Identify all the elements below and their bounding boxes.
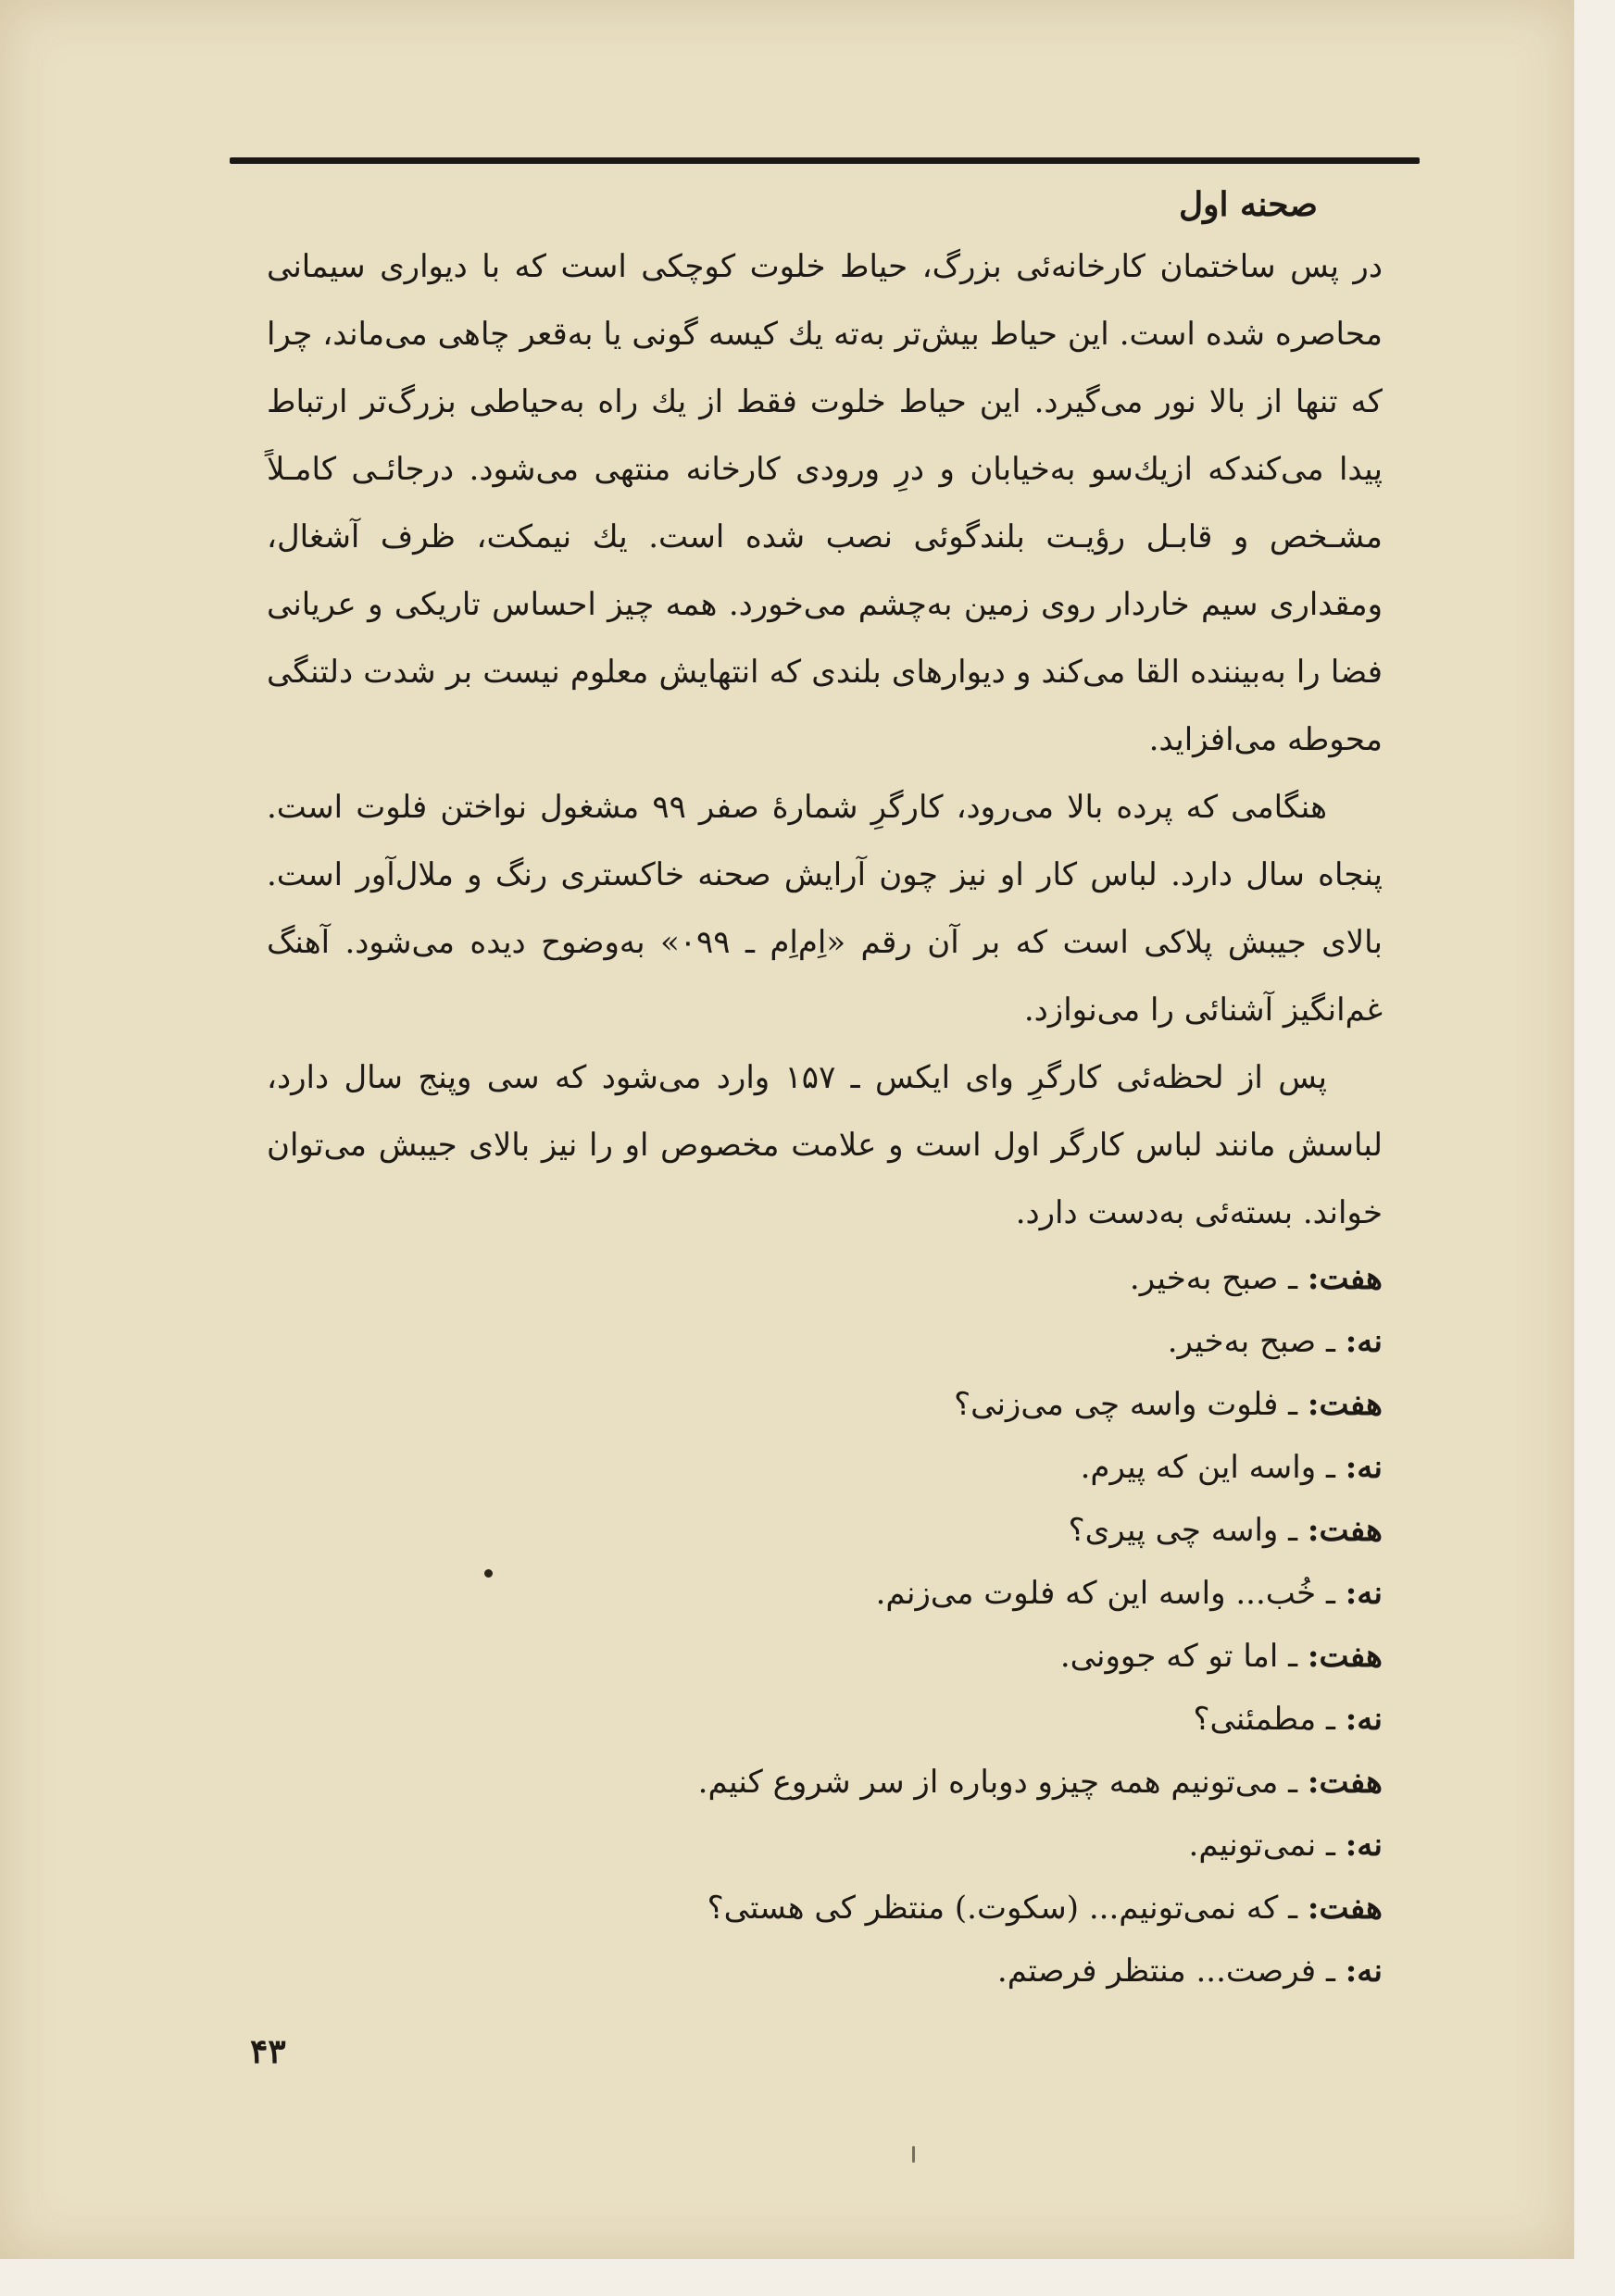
dialogue-line [267, 1814, 1383, 1877]
dialogue-text: ـ که نمی‌تونیم... (سکوت.) منتظر کی هستی؟ [707, 1890, 1298, 1927]
dialogue-text: ـ خُب... واسه این که فلوت می‌زنم. [875, 1575, 1335, 1612]
speaker-name: هفت: [1307, 1260, 1383, 1297]
speaker-name: هفت: [1307, 1512, 1383, 1549]
speaker-name: نه: [1345, 1323, 1383, 1360]
dialogue-text: ـ نمی‌تونیم. [1188, 1827, 1335, 1864]
speaker-name: هفت: [1307, 1638, 1383, 1675]
header-rule [230, 157, 1420, 164]
dialogue-text: ـ می‌تونیم همه چیزو دوباره از سر شروع کنیم. [697, 1764, 1298, 1801]
dialogue-line [267, 1373, 1383, 1436]
dialogue-line [267, 1310, 1383, 1373]
speaker-name: نه: [1345, 1953, 1383, 1990]
stage-direction-setting: در پس ساختمان کارخانه‌ئی بزرگ، حیاط خلوت کوچکی است که با دیواری سیمانی محاصره شده است. این حیاط بیش‌تر به‌ته یك کیسه گونی یا به‌قعر چاهی می‌ماند، چرا که تنها از بالا نور می‌گیرد. این حیاط خلوت فقط از یك راه به‌حیاطی بزرگ‌تر ارتباط پیدا می‌کندکه ازیك‌سو به‌خیابان و درِ ورودی کارخانه منتهی می‌شود. درجائـی کامـلاً مشـخص و قابـل رؤیـت بلندگوئی نصب شده است. یك نیمکت، ظرف آشغال، ومقداری سیم خاردار روی زمین به‌چشم می‌خورد. همه چیز احساس تاریکی و عریانی فضا را به‌بیننده القا می‌کند و دیوارهای بلندی که انتهایش معلوم نیست بر شدت دلتنگی محوطه می‌افزاید. [267, 248, 1383, 758]
paper-speck [484, 1569, 493, 1578]
dialogue-list [267, 1247, 1383, 2003]
speaker-name: هفت: [1307, 1890, 1383, 1927]
speaker-name: نه: [1345, 1449, 1383, 1486]
stage-direction-second-worker: پس از لحظه‌ئی کارگرِ وای ایکس ـ ۱۵۷ وارد می‌شود که سی وپنج سال دارد، لباسش مانند لباس کارگر اول است و علامت مخصوص او را نیز بالای جیبش می‌توان خواند. بسته‌ئی به‌دست دارد. [267, 1059, 1383, 1231]
speaker-name: هفت: [1307, 1764, 1383, 1801]
dialogue-line [267, 1751, 1383, 1814]
speaker-name: هفت: [1307, 1386, 1383, 1423]
paper-speck [912, 2146, 915, 2163]
dialogue-line [267, 1247, 1383, 1310]
dialogue-line [267, 1499, 1383, 1562]
dialogue-line [267, 1436, 1383, 1499]
page-margin-bottom [0, 2259, 1615, 2296]
dialogue-text: ـ صبح به‌خیر. [1129, 1260, 1298, 1297]
dialogue-line [267, 1562, 1383, 1625]
page-number: ۴۳ [250, 2032, 286, 2071]
stage-direction-first-worker: هنگامی که پرده بالا می‌رود، کارگرِ شمارهٔ صفر ۹۹ مشغول نواختن فلوت است. پنجاه سال دارد. لباس کار او نیز چون آرایش صحنه خاکستری رنگ و ملال‌آور است. بالای جیبش پلاکی است که بر آن رقم «اِم‌اِم ـ ۰۹۹» به‌وضوح دیده می‌شود. آهنگ غم‌انگیز آشنائی را می‌نوازد. [267, 789, 1383, 1029]
scene-title: صحنه اول [1178, 185, 1318, 224]
dialogue-text: ـ فرصت... منتظر فرصتم. [996, 1953, 1335, 1990]
dialogue-text: ـ واسه چی پیری؟ [1068, 1512, 1298, 1549]
dialogue-line [267, 1877, 1383, 1940]
page-margin-right [1574, 0, 1615, 2296]
dialogue-text: ـ مطمئنی؟ [1193, 1701, 1335, 1738]
dialogue-line [267, 1625, 1383, 1688]
dialogue-text: ـ صبح به‌خیر. [1167, 1323, 1335, 1360]
dialogue-text: ـ اما تو که جوونی. [1059, 1638, 1298, 1675]
dialogue-text: ـ واسه این که پیرم. [1080, 1449, 1335, 1486]
speaker-name: نه: [1345, 1701, 1383, 1738]
page-text [267, 176, 1383, 2003]
dialogue-text: ـ فلوت واسه چی می‌زنی؟ [954, 1386, 1298, 1423]
speaker-name: نه: [1345, 1575, 1383, 1612]
dialogue-line [267, 1940, 1383, 2003]
dialogue-line [267, 1688, 1383, 1751]
speaker-name: نه: [1345, 1827, 1383, 1864]
